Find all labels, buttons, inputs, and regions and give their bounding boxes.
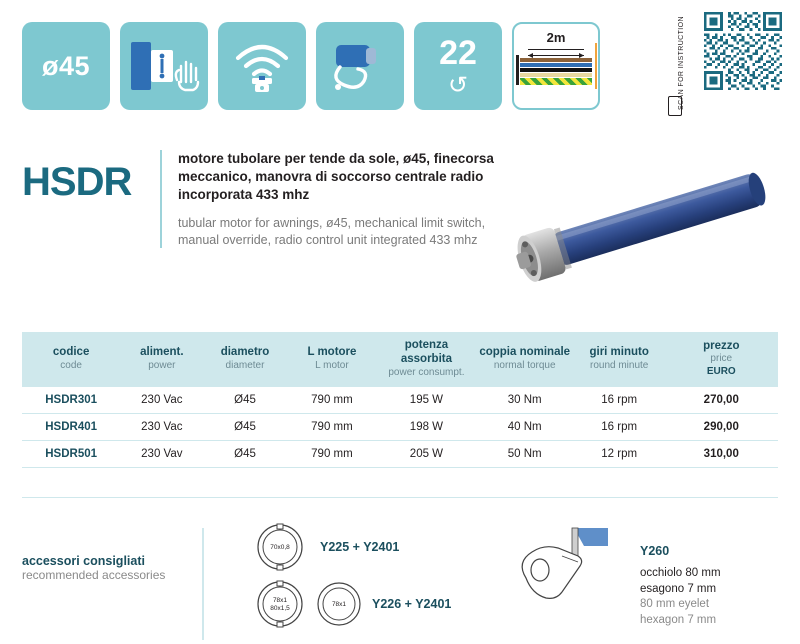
rotation-symbol: ↺: [447, 72, 469, 99]
header-codice: codice code: [22, 332, 120, 387]
accessory-item-y260[interactable]: [512, 522, 721, 628]
radio-signal-icon: [218, 22, 306, 110]
cell-price: 290,00: [665, 414, 778, 441]
cell-rpm: 16 rpm: [574, 414, 665, 441]
header-prezzo: prezzo price EURO: [665, 332, 778, 387]
limit-switch-hand-icon: [120, 22, 208, 110]
cycles-icon-label: 22: [439, 34, 477, 72]
eyelet-bracket-icon: [512, 522, 622, 622]
cable-length-icon: [512, 22, 600, 110]
cell-consumption: 195 W: [377, 387, 475, 414]
header-giri: giri minuto round minute: [574, 332, 665, 387]
accessories-title-en: recommended accessories: [22, 568, 166, 582]
cell-length: 790 mm: [287, 387, 378, 414]
cell-consumption: 198 W: [377, 414, 475, 441]
cell-rpm: 16 rpm: [574, 387, 665, 414]
description-english: tubular motor for awnings, ø45, mechanical limit switch, manual override, radio control unit integrated 433 mhz: [178, 215, 486, 247]
cell-diameter: Ø45: [203, 387, 286, 414]
qr-block: [664, 12, 782, 124]
adapter-ring-icon: [254, 522, 306, 572]
motor-product-image: [495, 168, 785, 286]
motor-cable-icon: [316, 22, 404, 110]
table-row[interactable]: [22, 387, 778, 414]
description-italian: motore tubolare per tende da sole, ø45, finecorsa meccanico, manovra di soccorso centrale radio incorporata 433 mhz: [178, 151, 494, 203]
cell-length: 790 mm: [287, 441, 378, 468]
y260-line-en-2: hexagon 7 mm: [640, 613, 717, 626]
ring-label: 70x0,8: [270, 544, 290, 551]
qr-caption: SCAN FOR INSTRUCTION: [678, 16, 685, 110]
cell-code: HSDR401: [22, 414, 120, 441]
dimension-arrow-icon: [528, 46, 584, 53]
cell-diameter: Ø45: [203, 441, 286, 468]
cell-price: 270,00: [665, 387, 778, 414]
product-model: HSDR: [22, 160, 132, 204]
cell-rpm: 12 rpm: [574, 441, 665, 468]
cell-torque: 30 Nm: [476, 387, 574, 414]
accessories-section: [22, 524, 778, 626]
product-description: [160, 150, 500, 248]
y260-line-it-1: occhiolo 80 mm: [640, 567, 721, 579]
table-row[interactable]: [22, 441, 778, 468]
header-coppia: coppia nominale normal torque: [476, 332, 574, 387]
accessory-code-y225: Y225 + Y2401: [320, 540, 400, 554]
accessory-item-y226[interactable]: [254, 578, 451, 630]
cell-length: 790 mm: [287, 414, 378, 441]
table-row[interactable]: [22, 414, 778, 441]
svg-text:78x1: 78x1: [331, 601, 347, 608]
qr-code-icon[interactable]: [704, 12, 782, 90]
cycles-icon: [414, 22, 502, 110]
cell-code: HSDR301: [22, 387, 120, 414]
cell-price: 310,00: [665, 441, 778, 468]
y260-line-it-2: esagono 7 mm: [640, 582, 717, 595]
svg-text:80x1,5: 80x1,5: [270, 605, 290, 612]
svg-text:78x1: 78x1: [272, 597, 288, 604]
cell-torque: 40 Nm: [476, 414, 574, 441]
adapter-ring-icon-2: [254, 578, 306, 630]
cell-code: HSDR501: [22, 441, 120, 468]
cell-consumption: 205 W: [377, 441, 475, 468]
y260-line-en-1: 80 mm eyelet: [640, 598, 710, 611]
diameter-icon: [22, 22, 110, 110]
accessory-code-y260: Y260: [640, 544, 670, 558]
cable-length-label: 2m: [546, 30, 566, 45]
accessory-code-y226: Y226 + Y2401: [372, 597, 452, 611]
accessories-title-block: [22, 554, 192, 582]
diameter-icon-label: ø45: [41, 50, 91, 81]
cell-diameter: Ø45: [203, 414, 286, 441]
cell-power: 230 Vac: [120, 387, 203, 414]
header-lunghezza: L motore L motor: [287, 332, 378, 387]
accessories-title-it: accessori consigliati: [22, 554, 145, 568]
table-footer-spacer: [22, 468, 778, 498]
adapter-crown-icon: [316, 578, 362, 630]
header-aliment: aliment. power: [120, 332, 203, 387]
smartphone-icon: [668, 96, 682, 116]
table-header-row: [22, 332, 778, 387]
specifications-table: [22, 332, 778, 498]
cell-power: 230 Vav: [120, 441, 203, 468]
accessories-divider: [202, 528, 204, 640]
accessory-item-y225[interactable]: [254, 522, 399, 572]
cell-power: 230 Vac: [120, 414, 203, 441]
feature-icon-strip: [22, 22, 600, 110]
cell-torque: 50 Nm: [476, 441, 574, 468]
cable-stripes: [520, 57, 592, 86]
header-diametro: diametro diameter: [203, 332, 286, 387]
header-potenza: potenza assorbita power consumpt.: [377, 332, 475, 387]
